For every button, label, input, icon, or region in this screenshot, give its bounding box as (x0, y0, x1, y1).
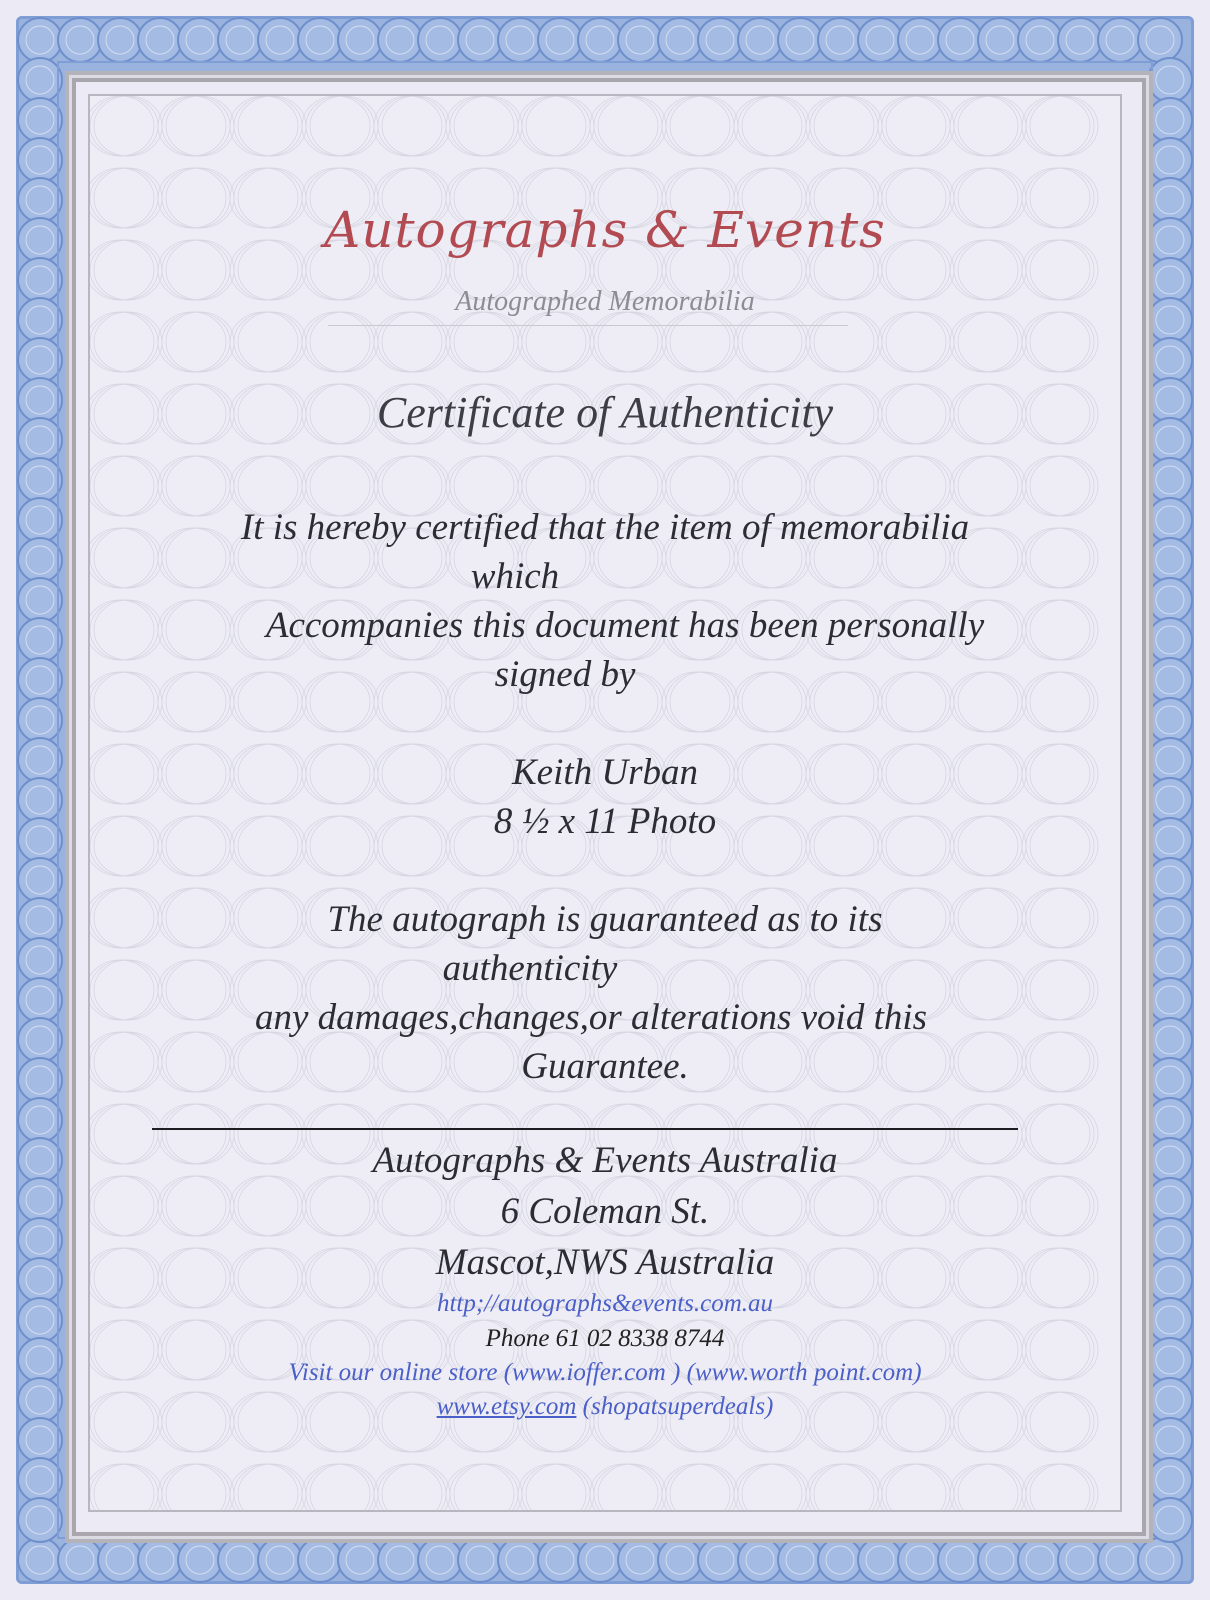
online-store-line[interactable]: Visit our online store (www.ioffer.com ) (www.worth point.com) (288, 1359, 922, 1386)
phone-number: Phone 61 02 8338 8744 (485, 1325, 725, 1352)
signature-rule (152, 1128, 1018, 1130)
logo-divider (328, 325, 848, 326)
item-description: 8 ½ x 11 Photo (493, 801, 717, 842)
guarantee-line: The autograph is guaranteed as to its (327, 899, 883, 940)
etsy-line (90, 1393, 1120, 1421)
guarantee-line: any damages,changes,or alterations void this (254, 997, 928, 1038)
certificate-content (90, 96, 1120, 1510)
guarantee-line: authenticity (442, 948, 618, 989)
statement-line: It is hereby certified that the item of memorabilia (240, 507, 970, 548)
website-link[interactable]: http;//autographs&events.com.au (436, 1290, 774, 1317)
statement-line: Accompanies this document has been personally (265, 605, 985, 646)
certificate-title: Certificate of Authenticity (376, 388, 834, 437)
etsy-link[interactable]: www.etsy.com (436, 1393, 577, 1420)
street-address: 6 Coleman St. (500, 1191, 710, 1232)
guarantee-line: Guarantee. (521, 1046, 689, 1087)
brand-logo: Autographs & Events (324, 201, 886, 259)
statement-line: signed by (494, 654, 636, 695)
signer-name: Keith Urban (511, 752, 699, 793)
company-name: Autographs & Events Australia (372, 1140, 838, 1181)
brand-tagline: Autographed Memorabilia (455, 286, 755, 317)
city-address: Mascot,NWS Australia (435, 1242, 775, 1283)
statement-line: which (470, 556, 560, 597)
etsy-shop-name: (shopatsuperdeals) (582, 1393, 774, 1420)
certificate-panel (88, 94, 1122, 1512)
